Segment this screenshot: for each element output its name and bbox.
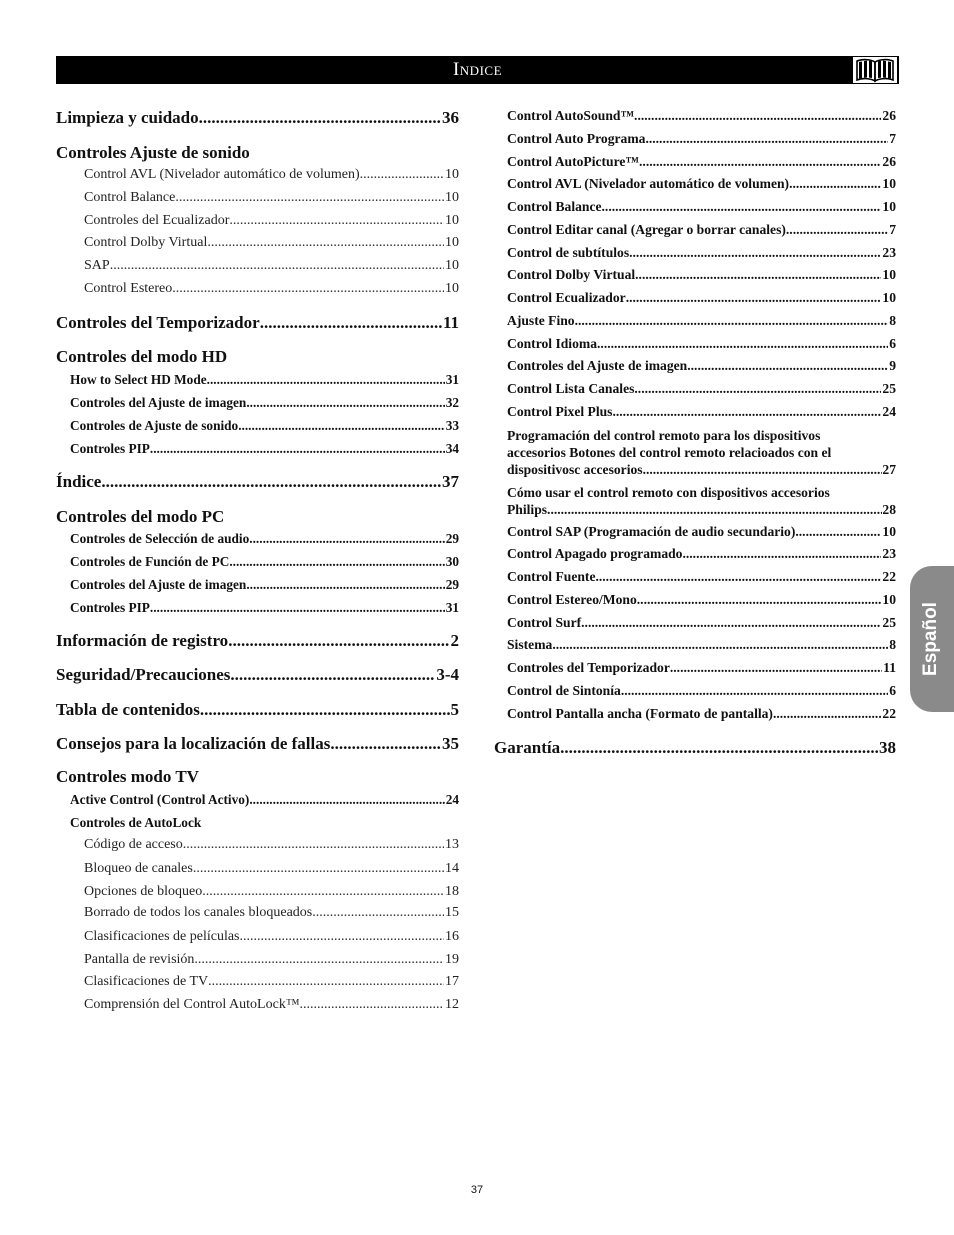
index-entry xyxy=(56,554,459,569)
index-entry xyxy=(507,358,896,374)
index-entry xyxy=(507,637,896,653)
entry-page: 19 xyxy=(445,952,459,967)
entry-label: Seguridad/Precauciones xyxy=(56,665,231,684)
dot-leader xyxy=(634,108,881,124)
dot-leader xyxy=(194,952,444,968)
language-tab-label: Español xyxy=(920,602,942,676)
dot-leader xyxy=(312,905,444,921)
entry-label: Comprensión del Control AutoLock™ xyxy=(84,997,300,1012)
entry-label: Limpieza y cuidado xyxy=(56,108,199,127)
index-entry xyxy=(56,905,459,921)
entry-label: Controles del Ajuste de imagen xyxy=(70,577,247,592)
entry-page: 25 xyxy=(882,381,896,396)
index-entry xyxy=(56,884,459,900)
entry-page: 31 xyxy=(445,600,459,615)
index-entry xyxy=(507,569,896,585)
entry-label: Control SAP (Programación de audio secundario) xyxy=(507,524,796,539)
index-entry xyxy=(56,190,459,206)
dot-leader xyxy=(199,108,441,128)
entry-label: Información de registro xyxy=(56,631,229,650)
entry-page: 17 xyxy=(445,974,459,989)
entry-last-line xyxy=(507,501,896,518)
entry-page: 26 xyxy=(882,108,896,123)
index-entry xyxy=(56,974,459,990)
dot-leader xyxy=(621,683,888,699)
dot-leader xyxy=(670,660,882,676)
dot-leader xyxy=(629,245,881,261)
entry-page: 2 xyxy=(450,631,459,650)
dot-leader xyxy=(612,404,881,420)
entry-page: 10 xyxy=(882,199,896,214)
entry-page: 29 xyxy=(445,531,459,546)
entry-page: 35 xyxy=(442,734,459,753)
index-entry xyxy=(56,665,459,685)
entry-label: Sistema xyxy=(507,637,553,652)
dot-leader xyxy=(240,929,445,945)
entry-label: Ajuste Fino xyxy=(507,313,575,328)
index-entry xyxy=(56,258,459,274)
entry-page: 10 xyxy=(445,281,459,296)
index-entry xyxy=(56,213,459,229)
entry-page: 6 xyxy=(889,336,896,351)
dot-leader xyxy=(581,615,881,631)
entry-label: Control Idioma xyxy=(507,336,598,351)
index-entry xyxy=(56,395,459,410)
dot-leader xyxy=(360,167,444,183)
entry-label: Control Estereo xyxy=(84,281,173,296)
dot-leader xyxy=(200,700,450,720)
index-entry xyxy=(56,418,459,433)
entry-label: Control Fuente xyxy=(507,569,596,584)
entry-page: 16 xyxy=(445,929,459,944)
dot-leader xyxy=(110,258,444,274)
entry-page: 10 xyxy=(882,267,896,282)
entry-page: 6 xyxy=(889,683,896,698)
entry-page: 22 xyxy=(882,569,896,584)
dot-leader xyxy=(773,706,881,722)
entry-label-line: dispositivosc accesorios xyxy=(507,462,643,477)
dot-leader xyxy=(575,313,889,329)
index-entry xyxy=(56,577,459,592)
entry-page: 10 xyxy=(882,290,896,305)
entry-label: Control Pixel Plus xyxy=(507,404,613,419)
entry-page: 10 xyxy=(445,213,459,228)
entry-page: 15 xyxy=(445,905,459,920)
dot-leader xyxy=(183,837,444,853)
index-entry xyxy=(56,441,459,456)
index-entry xyxy=(507,524,896,540)
entry-page: 11 xyxy=(883,660,896,675)
index-entry xyxy=(56,167,459,183)
index-entry xyxy=(56,734,459,754)
section-heading: Controles del modo HD xyxy=(56,347,228,366)
dot-leader xyxy=(228,631,449,651)
dot-leader xyxy=(246,395,444,410)
dot-leader xyxy=(229,554,444,569)
entry-page: 11 xyxy=(442,313,459,332)
index-entry xyxy=(56,372,459,387)
entry-label-line: Cómo usar el control remoto con dispositivos accesorios xyxy=(507,485,830,500)
dot-leader xyxy=(229,213,444,229)
dot-leader xyxy=(193,861,444,877)
entry-page: 10 xyxy=(445,190,459,205)
entry-label: Control Lista Canales xyxy=(507,381,635,396)
index-entry xyxy=(507,245,896,261)
index-entry xyxy=(56,531,459,546)
entry-page: 10 xyxy=(445,258,459,273)
index-entry xyxy=(507,222,896,238)
entry-page: 8 xyxy=(889,313,896,328)
index-entry xyxy=(56,929,459,945)
entry-label: Opciones de bloqueo xyxy=(84,884,203,899)
index-entry xyxy=(494,738,896,758)
entry-label-line: Programación del control remoto para los dispositivos xyxy=(507,428,821,443)
dot-leader xyxy=(260,313,442,333)
entry-label: Índice xyxy=(56,472,102,491)
entry-label: Control Surf xyxy=(507,615,582,630)
entry-page: 10 xyxy=(882,592,896,607)
entry-page: 34 xyxy=(445,441,459,456)
dot-leader xyxy=(639,154,881,170)
entry-label-line: Philips xyxy=(507,502,548,517)
index-entry xyxy=(507,381,896,397)
dot-leader xyxy=(645,131,888,147)
index-entry xyxy=(56,600,459,615)
entry-label: Controles PIP xyxy=(70,600,150,615)
entry-label: Control AVL (Nivelador automático de volumen) xyxy=(84,167,360,182)
entry-label: Control Balance xyxy=(84,190,176,205)
entry-page: 30 xyxy=(445,554,459,569)
entry-label: Control Estereo/Mono xyxy=(507,592,637,607)
index-entry-multiline xyxy=(507,484,896,518)
index-entry xyxy=(56,472,459,492)
entry-label: Controles del Temporizador xyxy=(507,660,670,675)
index-entry xyxy=(507,660,896,676)
entry-label: Garantía xyxy=(494,738,561,757)
index-entry xyxy=(507,176,896,192)
entry-label: Control Dolby Virtual xyxy=(84,235,208,250)
entry-page: 25 xyxy=(882,615,896,630)
entry-page: 13 xyxy=(445,837,459,852)
entry-label: Control de subtítulos xyxy=(507,245,630,260)
index-entry xyxy=(56,108,459,128)
dot-leader xyxy=(643,461,883,478)
index-entry xyxy=(56,281,459,297)
entry-page: 9 xyxy=(889,358,896,373)
entry-page: 23 xyxy=(882,546,896,561)
book-icon xyxy=(852,56,898,84)
dot-leader xyxy=(637,592,882,608)
dot-leader xyxy=(560,738,878,758)
entry-label: Control Editar canal (Agregar o borrar canales) xyxy=(507,222,786,237)
dot-leader xyxy=(597,336,888,352)
entry-page: 7 xyxy=(889,131,896,146)
index-entry xyxy=(56,631,459,651)
entry-label: Controles del Ajuste de imagen xyxy=(507,358,688,373)
entry-label: Consejos para la localización de fallas xyxy=(56,734,331,753)
page-number: 37 xyxy=(470,1184,484,1196)
index-entry xyxy=(56,792,459,807)
index-entry xyxy=(56,700,459,720)
dot-leader xyxy=(547,501,882,518)
dot-leader xyxy=(238,418,445,433)
entry-page: 33 xyxy=(445,418,459,433)
entry-label: Tabla de contenidos xyxy=(56,700,200,719)
entry-label: Bloqueo de canales xyxy=(84,861,193,876)
entry-label: Controles de Función de PC xyxy=(70,554,230,569)
entry-page: 38 xyxy=(879,738,896,757)
entry-page: 24 xyxy=(445,792,459,807)
dot-leader xyxy=(634,381,881,397)
dot-leader xyxy=(207,235,444,251)
entry-page: 28 xyxy=(882,502,896,517)
entry-page: 3-4 xyxy=(436,665,459,684)
entry-label: How to Select HD Mode xyxy=(70,372,207,387)
index-entry xyxy=(507,336,896,352)
dot-leader xyxy=(172,281,444,297)
index-entry xyxy=(56,235,459,251)
index-entry xyxy=(507,154,896,170)
dot-leader xyxy=(150,441,445,456)
dot-leader xyxy=(101,472,441,492)
dot-leader xyxy=(300,997,444,1013)
dot-leader xyxy=(230,665,435,685)
index-entry xyxy=(507,404,896,420)
entry-label: Controles de AutoLock xyxy=(70,815,202,830)
entry-label: Controles del Temporizador xyxy=(56,313,260,332)
index-entry xyxy=(507,683,896,699)
index-entry xyxy=(56,861,459,877)
index-entry xyxy=(507,290,896,306)
page-title: Indice xyxy=(452,59,503,80)
entry-label: Controles de Ajuste de sonido xyxy=(70,418,239,433)
entry-label: Control AutoSound™ xyxy=(507,108,635,123)
dot-leader xyxy=(208,974,444,990)
entry-label: SAP xyxy=(84,258,110,273)
title-bar xyxy=(56,56,899,84)
entry-label: Controles del Ajuste de imagen xyxy=(70,395,247,410)
dot-leader xyxy=(682,546,881,562)
dot-leader xyxy=(687,358,888,374)
index-entry-multiline xyxy=(507,427,896,478)
entry-label: Control AVL (Nivelador automático de volumen) xyxy=(507,176,790,191)
entry-label: Control AutoPicture™ xyxy=(507,154,640,169)
index-entry xyxy=(56,997,459,1013)
entry-label: Control Apagado programado xyxy=(507,546,683,561)
entry-page: 32 xyxy=(445,395,459,410)
entry-page: 24 xyxy=(882,404,896,419)
dot-leader xyxy=(175,190,444,206)
dot-leader xyxy=(246,577,444,592)
index-entry xyxy=(507,108,896,124)
dot-leader xyxy=(789,176,881,192)
entry-page: 31 xyxy=(445,372,459,387)
dot-leader xyxy=(795,524,881,540)
dot-leader xyxy=(249,792,444,807)
dot-leader xyxy=(249,531,444,546)
section-heading: Controles Ajuste de sonido xyxy=(56,143,250,162)
entry-page: 10 xyxy=(882,176,896,191)
entry-page: 26 xyxy=(882,154,896,169)
entry-page: 22 xyxy=(882,706,896,721)
dot-leader xyxy=(552,637,888,653)
dot-leader xyxy=(786,222,888,238)
entry-label: Controles del Ecualizador xyxy=(84,213,230,228)
entry-label: Active Control (Control Activo) xyxy=(70,792,250,807)
entry-label: Pantalla de revisión xyxy=(84,952,195,967)
dot-leader xyxy=(595,569,881,585)
index-entry xyxy=(56,952,459,968)
entry-page: 27 xyxy=(882,462,896,477)
dot-leader xyxy=(202,884,444,900)
index-entry xyxy=(507,706,896,722)
entry-label: Clasificaciones de películas xyxy=(84,929,240,944)
entry-label-line: accesorios Botones del control remoto relacioados con el xyxy=(507,445,832,460)
entry-label: Clasificaciones de TV xyxy=(84,974,209,989)
subsection-heading xyxy=(56,815,459,830)
dot-leader xyxy=(626,290,882,306)
entry-page: 14 xyxy=(445,861,459,876)
section-heading: Controles modo TV xyxy=(56,767,199,786)
entry-label: Código de acceso xyxy=(84,837,183,852)
entry-label: Control Pantalla ancha (Formato de pantalla) xyxy=(507,706,773,721)
entry-label: Control Auto Programa xyxy=(507,131,646,146)
entry-page: 10 xyxy=(882,524,896,539)
entry-page: 29 xyxy=(445,577,459,592)
dot-leader xyxy=(635,267,881,283)
index-entry xyxy=(507,267,896,283)
index-entry xyxy=(507,313,896,329)
entry-label: Borrado de todos los canales bloqueados xyxy=(84,905,313,920)
entry-page: 12 xyxy=(445,997,459,1012)
index-entry xyxy=(507,546,896,562)
entry-label: Control Balance xyxy=(507,199,602,214)
entry-page: 5 xyxy=(450,700,459,719)
entry-label: Control Dolby Virtual xyxy=(507,267,636,282)
entry-page: 7 xyxy=(889,222,896,237)
section-heading: Controles del modo PC xyxy=(56,507,225,526)
index-entry xyxy=(56,313,459,333)
entry-label: Controles PIP xyxy=(70,441,150,456)
entry-label: Controles de Selección de audio xyxy=(70,531,250,546)
dot-leader xyxy=(150,600,445,615)
entry-page: 10 xyxy=(445,235,459,250)
entry-last-line xyxy=(507,461,896,478)
entry-label: Control Ecualizador xyxy=(507,290,626,305)
entry-page: 23 xyxy=(882,245,896,260)
entry-page: 36 xyxy=(442,108,459,127)
index-entry xyxy=(507,131,896,147)
language-tab xyxy=(910,566,954,712)
dot-leader xyxy=(602,199,882,215)
entry-label: Control de Sintonía xyxy=(507,683,621,698)
index-entry xyxy=(507,615,896,631)
index-entry xyxy=(507,199,896,215)
index-entry xyxy=(56,837,459,853)
index-entry xyxy=(507,592,896,608)
entry-page: 10 xyxy=(445,167,459,182)
dot-leader xyxy=(207,372,445,387)
entry-page: 8 xyxy=(889,637,896,652)
dot-leader xyxy=(330,734,441,754)
entry-page: 18 xyxy=(445,884,459,899)
entry-page: 37 xyxy=(442,472,459,491)
